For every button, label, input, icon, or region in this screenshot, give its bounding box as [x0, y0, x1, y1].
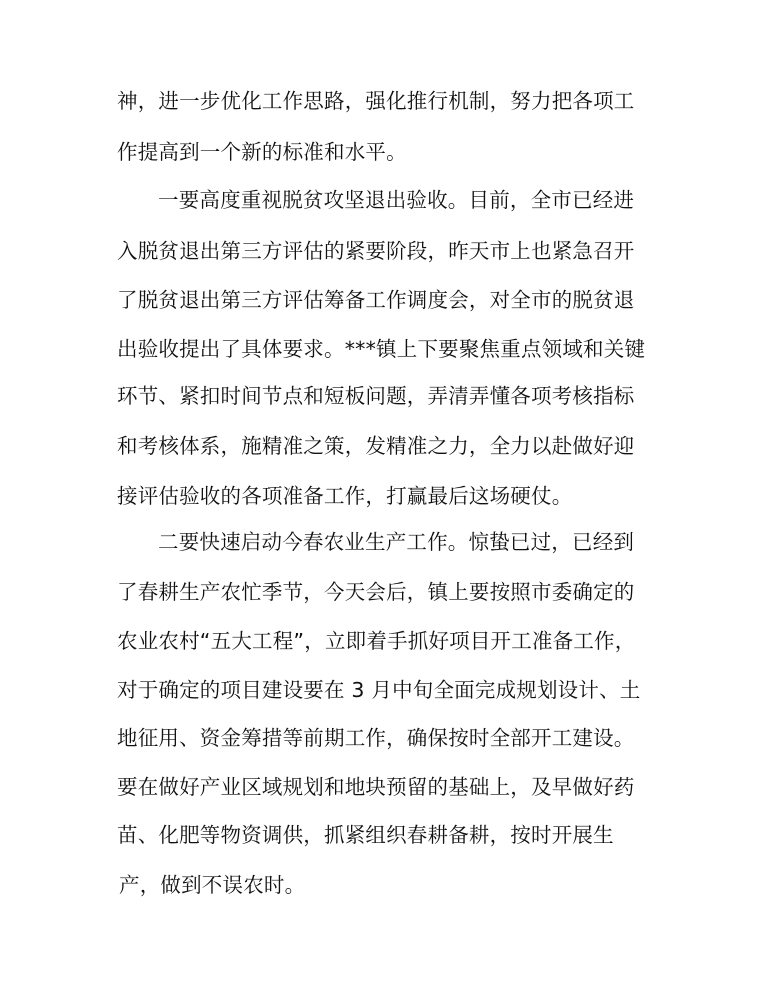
text-line: 出验收提出了具体要求。***镇上下要聚焦重点领域和关键 — [117, 337, 646, 361]
text-line: 环节、紧扣时间节点和短板问题，弄清弄懂各项考核指标 — [117, 384, 635, 408]
text-line: 农业农村“五大工程”，立即着手抓好项目开工准备工作， — [117, 629, 636, 653]
text-line: 了春耕生产农忙季节，今天会后，镇上要按照市委确定的 — [117, 580, 635, 604]
text-line: 产，做到不误农时。 — [119, 873, 306, 897]
text-line: 对于确定的项目建设要在 3 月中旬全面完成规划设计、土 — [117, 678, 641, 702]
text-line: 神，进一步优化工作思路，强化推行机制，努力把各项工 — [117, 89, 635, 113]
text-line: 入脱贫退出第三方评估的紧要阶段，昨天市上也紧急召开 — [117, 239, 635, 263]
text-line: 和考核体系，施精准之策，发精准之力，全力以赴做好迎 — [117, 434, 635, 458]
text-line: 接评估验收的各项准备工作，打赢最后这场硬仗。 — [117, 484, 573, 508]
text-line: 要在做好产业区域规划和地块预留的基础上，及早做好药 — [117, 775, 635, 799]
text-line: 了脱贫退出第三方评估筹备工作调度会，对全市的脱贫退 — [117, 288, 635, 312]
paragraph-start-line: 一要高度重视脱贫攻坚退出验收。目前，全市已经进 — [158, 188, 635, 212]
text-line: 苗、化肥等物资调供，抓紧组织春耕备耕，按时开展生 — [117, 823, 614, 847]
text-line: 地征用、资金筹措等前期工作，确保按时全部开工建设。 — [117, 726, 635, 750]
paragraph-start-line: 二要快速启动今春农业生产工作。惊蛰已过，已经到 — [158, 530, 635, 554]
text-line: 作提高到一个新的标准和水平。 — [117, 140, 407, 164]
